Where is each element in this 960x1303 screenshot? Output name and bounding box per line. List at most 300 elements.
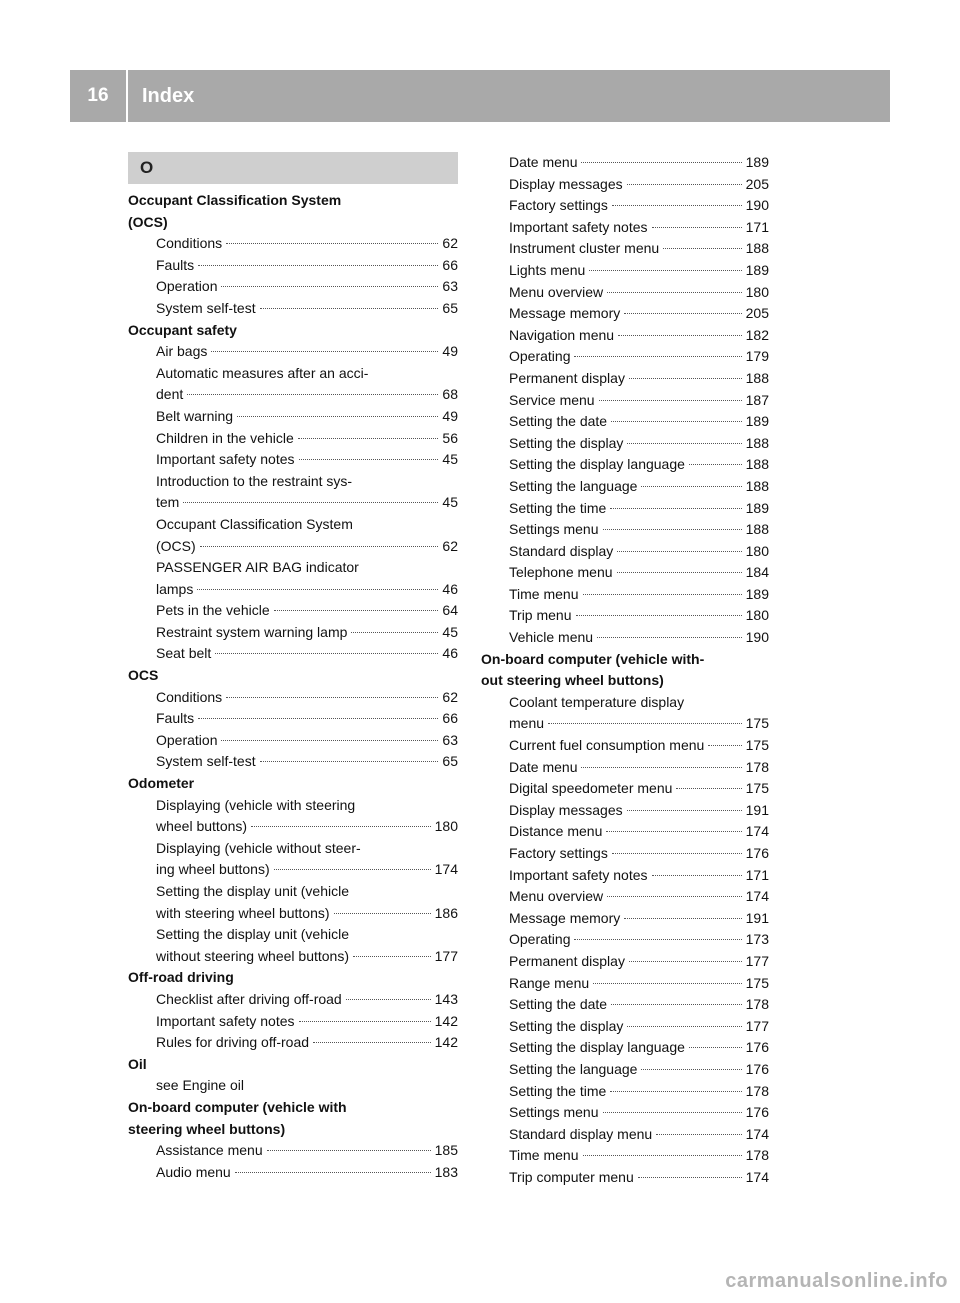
index-entry <box>481 821 769 843</box>
page-reference: 68 <box>442 386 458 403</box>
entry-label: lamps <box>156 580 194 597</box>
dot-leader <box>351 632 438 633</box>
dot-leader <box>221 740 438 741</box>
dot-leader <box>617 551 741 552</box>
entry-label: Display messages <box>509 175 623 192</box>
entry-label: Date menu <box>509 758 578 775</box>
entry-label: Faults <box>156 710 195 727</box>
page-reference: 176 <box>745 1039 769 1056</box>
index-entry <box>481 562 769 584</box>
entry-label: Permanent display <box>509 369 625 386</box>
page-reference: 189 <box>745 154 769 170</box>
dot-leader <box>676 788 741 789</box>
index-entry <box>128 946 458 968</box>
index-entry <box>128 449 458 471</box>
dot-leader <box>618 335 742 336</box>
dot-leader <box>597 637 742 638</box>
entry-label: wheel buttons) <box>156 818 248 835</box>
dot-leader <box>183 502 438 503</box>
entry-label: Faults <box>156 256 195 273</box>
entry-label: Standard display <box>509 542 614 559</box>
index-entry <box>128 536 458 558</box>
index-subentry: Automatic measures after an acci- <box>156 364 369 381</box>
page-reference: 62 <box>442 688 458 705</box>
page-reference: 175 <box>745 737 769 754</box>
page-reference: 45 <box>442 451 458 468</box>
page-reference: 56 <box>442 429 458 446</box>
index-heading: Occupant Classification System <box>128 192 342 208</box>
entry-label: Rules for driving off-road <box>156 1034 310 1051</box>
index-entry <box>128 233 458 255</box>
dot-leader <box>627 1026 741 1027</box>
index-entry <box>128 384 458 406</box>
entry-label: tem <box>156 494 180 511</box>
page-reference: 176 <box>745 845 769 861</box>
dot-leader <box>221 286 438 287</box>
dot-leader <box>299 459 439 460</box>
entry-label: Time menu <box>509 1147 579 1164</box>
index-entry <box>481 713 769 735</box>
entry-label: Time menu <box>509 585 579 602</box>
index-entry <box>481 433 769 455</box>
dot-leader <box>260 761 439 762</box>
page-reference: 174 <box>745 823 769 840</box>
index-entry <box>481 973 769 995</box>
index-entry <box>481 454 769 476</box>
dot-leader <box>611 1004 742 1005</box>
dot-leader <box>624 918 741 919</box>
index-entry <box>481 735 769 757</box>
entry-label: Digital speedometer menu <box>509 780 673 797</box>
dot-leader <box>548 723 742 724</box>
index-entry <box>481 346 769 368</box>
index-entry <box>128 989 458 1011</box>
entry-label: with steering wheel buttons) <box>156 904 330 921</box>
dot-leader <box>627 443 741 444</box>
page-reference: 174 <box>745 1125 769 1142</box>
index-heading: Odometer <box>128 775 195 792</box>
page-reference: 143 <box>434 990 458 1007</box>
index-entry <box>128 428 458 450</box>
dot-leader <box>299 1021 431 1022</box>
page-reference: 63 <box>442 278 458 295</box>
entry-label: Important safety notes <box>156 1012 295 1029</box>
index-entry <box>481 282 769 304</box>
dot-leader <box>237 416 438 417</box>
index-heading: steering wheel buttons) <box>128 1120 286 1137</box>
page-header <box>70 70 890 122</box>
index-entry <box>128 1140 458 1162</box>
entry-label: Seat belt <box>156 645 212 662</box>
entry-label: Factory settings <box>509 845 608 861</box>
entry-label: Assistance menu <box>156 1142 263 1159</box>
entry-label: Settings menu <box>509 521 599 538</box>
index-entry <box>481 1102 769 1124</box>
dot-leader <box>593 983 741 984</box>
entry-label: Setting the time <box>509 1082 607 1099</box>
index-heading: On-board computer (vehicle with- <box>481 650 705 667</box>
page-reference: 46 <box>442 580 458 597</box>
dot-leader <box>581 767 741 768</box>
page-reference: 175 <box>745 780 769 797</box>
index-entry <box>481 1081 769 1103</box>
index-heading: On-board computer (vehicle with <box>128 1098 347 1115</box>
entry-label: System self-test <box>156 299 256 316</box>
index-entry <box>481 498 769 520</box>
dot-leader <box>638 1177 742 1178</box>
entry-label: Message memory <box>509 305 621 322</box>
entry-label: Instrument cluster menu <box>509 240 660 257</box>
index-entry <box>481 994 769 1016</box>
page-reference: 173 <box>745 931 769 948</box>
entry-label: Important safety notes <box>509 218 648 235</box>
page-reference: 205 <box>745 175 769 192</box>
page-reference: 62 <box>442 537 458 554</box>
page-reference: 184 <box>745 564 769 581</box>
dot-leader <box>267 1150 431 1151</box>
dot-leader <box>574 939 741 940</box>
index-entry <box>481 1037 769 1059</box>
dot-leader <box>663 248 741 249</box>
index-entry <box>481 886 769 908</box>
index-entry <box>481 843 769 865</box>
index-entry <box>481 303 769 325</box>
page-reference: 191 <box>745 909 769 926</box>
index-entry <box>128 579 458 601</box>
index-entry <box>128 687 458 709</box>
page-reference: 180 <box>745 542 769 559</box>
index-entry <box>481 865 769 887</box>
index-subentry: Occupant Classification System <box>156 515 353 532</box>
dot-leader <box>589 270 741 271</box>
entry-label: Setting the date <box>509 996 608 1013</box>
entry-label: Important safety notes <box>509 866 648 883</box>
dot-leader <box>641 1069 741 1070</box>
index-entry <box>128 903 458 925</box>
page-reference: 180 <box>745 607 769 624</box>
entry-label: Settings menu <box>509 1104 599 1121</box>
entry-label: menu <box>509 715 545 732</box>
page-reference: 185 <box>434 1142 458 1159</box>
entry-label: Menu overview <box>509 283 604 300</box>
index-entry <box>481 627 769 649</box>
dot-leader <box>652 875 742 876</box>
index-entry <box>128 1032 458 1054</box>
page-reference: 188 <box>745 369 769 386</box>
entry-label: Navigation menu <box>509 326 615 343</box>
page-reference: 175 <box>745 974 769 991</box>
index-entry <box>128 298 458 320</box>
page-reference: 189 <box>745 585 769 602</box>
dot-leader <box>200 546 439 547</box>
entry-label: Operating <box>509 348 571 365</box>
entry-label: dent <box>156 386 184 403</box>
dot-leader <box>607 896 741 897</box>
page-reference: 182 <box>745 326 769 343</box>
entry-label: Lights menu <box>509 261 586 278</box>
index-entry <box>481 605 769 627</box>
page-reference: 186 <box>434 904 458 921</box>
index-entry <box>481 929 769 951</box>
dot-leader <box>627 184 742 185</box>
dot-leader <box>313 1042 431 1043</box>
index-subentry: Introduction to the restraint sys- <box>156 472 353 489</box>
index-entry <box>481 325 769 347</box>
page-reference: 189 <box>745 413 769 430</box>
index-heading: (OCS) <box>128 213 168 230</box>
entry-label: Audio menu <box>156 1163 231 1180</box>
entry-label: Conditions <box>156 235 223 252</box>
entry-label: Factory settings <box>509 197 608 214</box>
index-heading: Off-road driving <box>128 969 234 986</box>
dot-leader <box>708 745 741 746</box>
index-subentry: Displaying (vehicle without steer- <box>156 839 361 856</box>
entry-label: Setting the display <box>509 434 624 451</box>
dot-leader <box>211 351 438 352</box>
index-entry <box>481 519 769 541</box>
entry-label: Operating <box>509 931 571 948</box>
page-reference: 190 <box>745 629 769 646</box>
index-entry <box>481 778 769 800</box>
dot-leader <box>583 1155 742 1156</box>
dot-leader <box>574 356 741 357</box>
page-reference: 189 <box>745 499 769 516</box>
dot-leader <box>576 615 742 616</box>
dot-leader <box>226 697 438 698</box>
page-reference: 178 <box>745 1082 769 1099</box>
page-reference: 178 <box>745 1147 769 1164</box>
dot-leader <box>610 1091 741 1092</box>
entry-label: Setting the date <box>509 413 608 430</box>
index-entry <box>481 908 769 930</box>
letter-heading: O <box>128 152 458 184</box>
index-subentry: PASSENGER AIR BAG indicator <box>156 559 359 576</box>
index-subentry: Setting the display unit (vehicle <box>156 883 349 899</box>
index-entry <box>481 217 769 239</box>
entry-label: Restraint system warning lamp <box>156 623 348 640</box>
entry-label: Menu overview <box>509 888 604 905</box>
dot-leader <box>624 313 741 314</box>
page-reference: 171 <box>745 218 769 235</box>
dot-leader <box>652 227 742 228</box>
index-entry <box>128 1011 458 1033</box>
entry-label: Setting the time <box>509 499 607 516</box>
index-entry <box>481 368 769 390</box>
page-reference: 188 <box>745 434 769 451</box>
entry-label: Date menu <box>509 154 578 170</box>
entry-label: Operation <box>156 731 218 748</box>
index-heading: out steering wheel buttons) <box>481 672 664 689</box>
dot-leader <box>346 999 431 1000</box>
entry-label: Telephone menu <box>509 564 613 581</box>
page-reference: 46 <box>442 645 458 662</box>
dot-leader <box>251 826 431 827</box>
dot-leader <box>611 421 742 422</box>
index-column-left <box>128 152 458 1183</box>
index-entry <box>128 255 458 277</box>
dot-leader <box>198 718 438 719</box>
index-entry <box>481 390 769 412</box>
page-number: 16 <box>87 85 109 106</box>
dot-leader <box>581 162 741 163</box>
page-reference: 66 <box>442 710 458 727</box>
watermark: carmanualsonline.info <box>725 1270 948 1292</box>
dot-leader <box>235 1172 431 1173</box>
dot-leader <box>197 589 438 590</box>
index-entry <box>128 341 458 363</box>
dot-leader <box>260 308 439 309</box>
index-entry <box>481 1124 769 1146</box>
index-entry <box>481 411 769 433</box>
page-reference: 174 <box>434 861 458 878</box>
dot-leader <box>215 653 438 654</box>
dot-leader <box>274 869 431 870</box>
index-entry <box>481 757 769 779</box>
page-reference: 187 <box>745 391 769 408</box>
dot-leader <box>583 594 742 595</box>
entry-label: Service menu <box>509 391 595 408</box>
page-reference: 180 <box>745 283 769 300</box>
index-entry <box>128 708 458 730</box>
entry-label: Pets in the vehicle <box>156 602 270 619</box>
index-entry <box>128 816 458 838</box>
index-entry <box>128 730 458 752</box>
page-reference: 180 <box>434 818 458 835</box>
entry-label: Air bags <box>156 343 208 360</box>
index-entry <box>481 584 769 606</box>
page-reference: 178 <box>745 758 769 775</box>
entry-label: Setting the display language <box>509 456 685 473</box>
entry-label: Belt warning <box>156 407 234 424</box>
index-entries-left <box>128 190 458 1183</box>
page-reference: 177 <box>745 1017 769 1034</box>
entry-label: without steering wheel buttons) <box>156 947 349 964</box>
index-entry <box>481 541 769 563</box>
page-reference: 205 <box>745 305 769 322</box>
entry-label: Operation <box>156 278 218 295</box>
dot-leader <box>612 853 742 854</box>
page-reference: 188 <box>745 521 769 538</box>
dot-leader <box>334 913 431 914</box>
dot-leader <box>226 243 438 244</box>
index-subentry: Setting the display unit (vehicle <box>156 926 349 943</box>
page-reference: 191 <box>745 801 769 818</box>
page-reference: 45 <box>442 494 458 511</box>
page-reference: 142 <box>434 1034 458 1051</box>
dot-leader <box>198 265 438 266</box>
entry-label: Conditions <box>156 688 223 705</box>
page-reference: 177 <box>434 947 458 964</box>
dot-leader <box>187 394 438 395</box>
entry-label: Vehicle menu <box>509 629 594 646</box>
entry-label: Trip menu <box>509 607 572 624</box>
index-entry <box>481 951 769 973</box>
page-reference: 142 <box>434 1012 458 1029</box>
index-subentry: Displaying (vehicle with steering <box>156 796 356 813</box>
page-reference: 45 <box>442 623 458 640</box>
page-reference: 183 <box>434 1163 458 1180</box>
entry-label: Setting the language <box>509 1060 638 1077</box>
index-entry <box>481 1059 769 1081</box>
page-reference: 179 <box>745 348 769 365</box>
dot-leader <box>689 464 742 465</box>
dot-leader <box>603 529 742 530</box>
page-reference: 174 <box>745 1168 769 1185</box>
page-reference: 176 <box>745 1104 769 1121</box>
page-reference: 171 <box>745 866 769 883</box>
entry-label: Permanent display <box>509 952 625 969</box>
index-entry <box>128 276 458 298</box>
index-entry <box>481 174 769 196</box>
index-entry <box>481 1145 769 1167</box>
page-reference: 49 <box>442 407 458 424</box>
dot-leader <box>353 956 431 957</box>
index-column-right <box>481 152 769 1189</box>
entry-label: Range menu <box>509 974 590 991</box>
index-heading: OCS <box>128 667 159 684</box>
entry-label: Trip computer menu <box>509 1168 634 1185</box>
dot-leader <box>656 1134 741 1135</box>
index-entry <box>128 600 458 622</box>
index-entries-right <box>481 152 769 1189</box>
entry-label: Setting the display language <box>509 1039 685 1056</box>
index-entry <box>481 1167 769 1189</box>
page-reference: 65 <box>442 299 458 316</box>
index-entry <box>481 238 769 260</box>
page-reference: 177 <box>745 952 769 969</box>
index-entry <box>128 1162 458 1184</box>
index-entry <box>128 859 458 881</box>
dot-leader <box>610 508 741 509</box>
page-reference: 188 <box>745 477 769 494</box>
page-reference: 188 <box>745 456 769 473</box>
entry-label: ing wheel buttons) <box>156 861 270 878</box>
dot-leader <box>612 205 742 206</box>
entry-label: (OCS) <box>156 537 196 554</box>
entry-label: System self-test <box>156 753 256 770</box>
page-reference: 178 <box>745 996 769 1013</box>
page-reference: 49 <box>442 343 458 360</box>
page-reference: 66 <box>442 256 458 273</box>
index-entry <box>128 643 458 665</box>
entry-label: Distance menu <box>509 823 603 840</box>
entry-label: Setting the display <box>509 1017 624 1034</box>
dot-leader <box>629 961 742 962</box>
index-entry <box>481 1016 769 1038</box>
index-entry <box>481 260 769 282</box>
index-entry <box>128 751 458 773</box>
entry-label: Checklist after driving off-road <box>156 990 342 1007</box>
page-reference: 174 <box>745 888 769 905</box>
index-entry <box>481 800 769 822</box>
dot-leader <box>606 831 741 832</box>
page-reference: 62 <box>442 235 458 252</box>
entry-label: Important safety notes <box>156 451 295 468</box>
dot-leader <box>689 1047 742 1048</box>
entry-label: Standard display menu <box>509 1125 653 1142</box>
page-reference: 63 <box>442 731 458 748</box>
index-entry <box>481 152 769 174</box>
page-reference: 64 <box>442 602 458 619</box>
page-reference: 175 <box>745 715 769 732</box>
page-reference: 65 <box>442 753 458 770</box>
dot-leader <box>603 1112 742 1113</box>
index-subentry: see Engine oil <box>156 1077 244 1094</box>
index-heading: Occupant safety <box>128 321 237 338</box>
dot-leader <box>617 572 742 573</box>
entry-label: Setting the language <box>509 477 638 494</box>
section-title: Index <box>142 84 195 107</box>
